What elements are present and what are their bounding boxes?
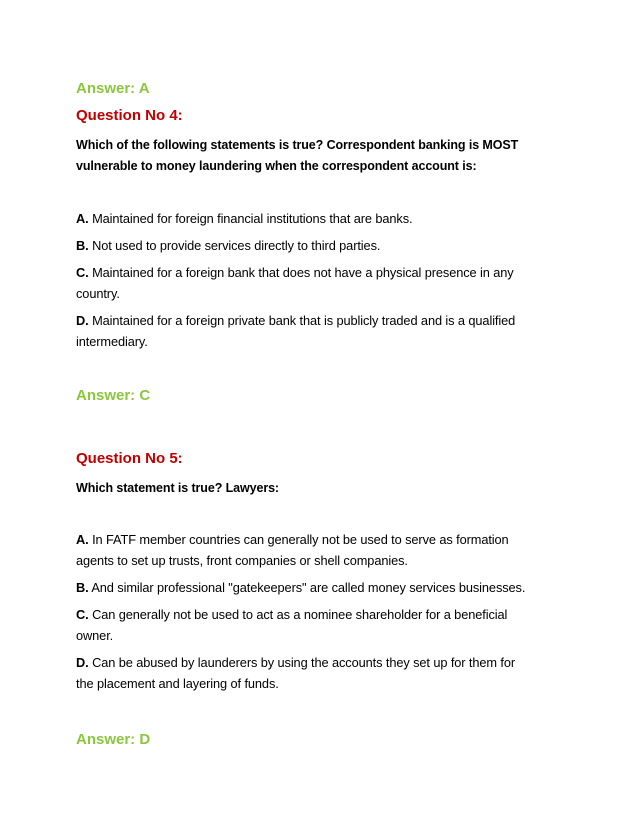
option-text: And similar professional "gatekeepers" are called money services businesses.: [91, 580, 526, 595]
option-letter: A.: [76, 532, 89, 547]
question-4-text-line1: Which of the following statements is true? Correspondent banking is MOST: [76, 138, 519, 152]
question-4-answer: Answer: C: [76, 387, 151, 404]
question-5-option-b: [76, 577, 566, 598]
question-5-option-a: [76, 529, 566, 571]
question-4-text: [76, 135, 566, 177]
option-text: Can generally not be used to act as a nominee shareholder for a beneficial: [92, 607, 508, 622]
question-4-option-d: [76, 310, 566, 352]
question-5-text-line1: Which statement is true? Lawyers:: [76, 481, 279, 495]
question-4-heading: Question No 4:: [76, 107, 183, 124]
option-text-continued: agents to set up trusts, front companies or shell companies.: [76, 553, 408, 568]
option-text-continued: intermediary.: [76, 334, 148, 349]
option-letter: D.: [76, 313, 89, 328]
option-text: Can be abused by launderers by using the accounts they set up for them for: [92, 655, 516, 670]
question-4-option-b: [76, 235, 566, 256]
question-5-heading: Question No 5:: [76, 450, 183, 467]
option-letter: D.: [76, 655, 89, 670]
question-5-answer: Answer: D: [76, 731, 151, 748]
option-letter: C.: [76, 265, 89, 280]
question-5-option-c: [76, 604, 566, 646]
question-4-option-a: [76, 208, 566, 229]
option-text: Maintained for a foreign bank that does not have a physical presence in any: [92, 265, 514, 280]
previous-answer: Answer: A: [76, 80, 150, 97]
option-letter: C.: [76, 607, 89, 622]
option-letter: B.: [76, 238, 89, 253]
question-5-option-d: [76, 652, 566, 694]
option-text: Maintained for a foreign private bank that is publicly traded and is a qualified: [92, 313, 516, 328]
question-4-option-c: [76, 262, 566, 304]
option-letter: A.: [76, 211, 89, 226]
option-text: Maintained for foreign financial institutions that are banks.: [92, 211, 413, 226]
option-text-continued: the placement and layering of funds.: [76, 676, 279, 691]
question-5-text: [76, 478, 566, 499]
option-text: In FATF member countries can generally not be used to serve as formation: [92, 532, 509, 547]
option-letter: B.: [76, 580, 89, 595]
option-text-continued: owner.: [76, 628, 114, 643]
option-text: Not used to provide services directly to third parties.: [92, 238, 381, 253]
option-text-continued: country.: [76, 286, 120, 301]
question-4-text-line2: vulnerable to money laundering when the correspondent account is:: [76, 159, 477, 173]
